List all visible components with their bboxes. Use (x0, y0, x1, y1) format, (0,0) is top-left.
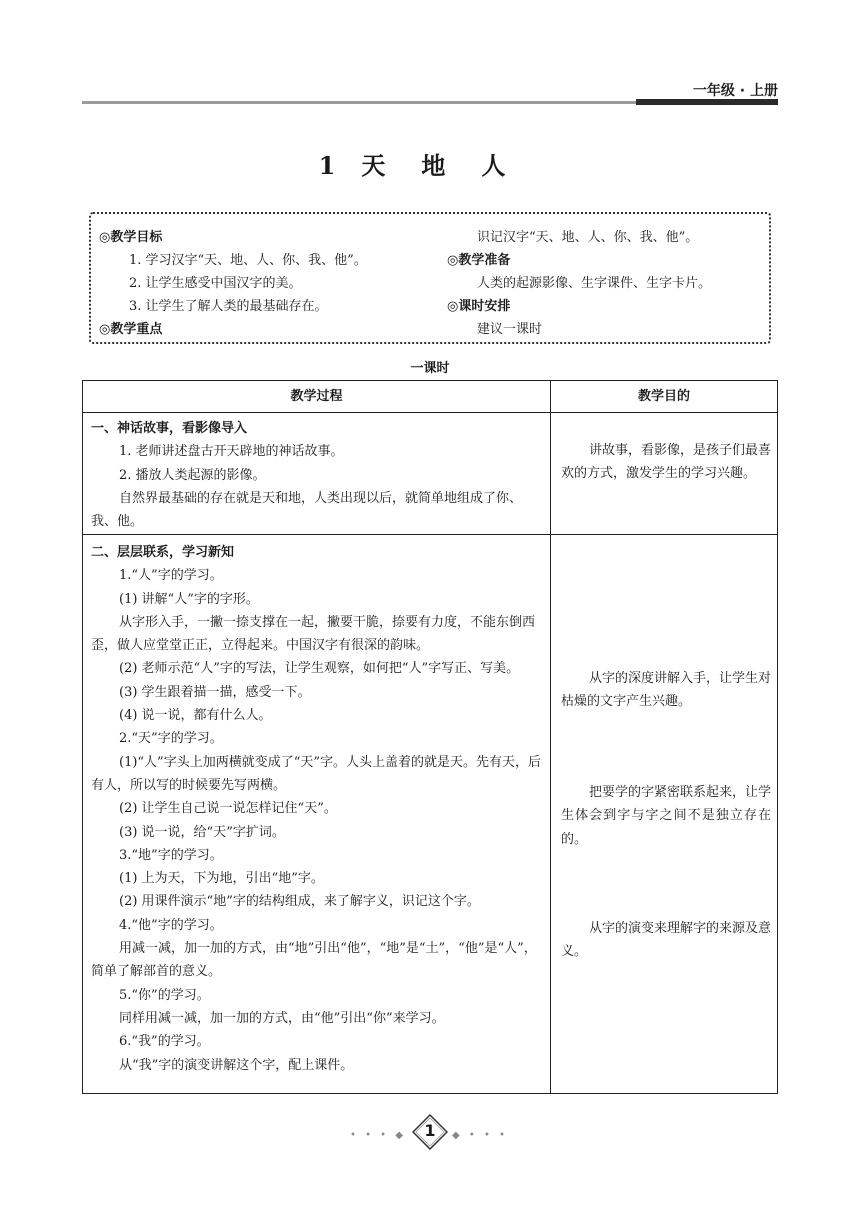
process-line: 2. 播放人类起源的影像。 (119, 467, 266, 483)
goal-item: 1. 学习汉字“天、地、人、你、我、他”。 (129, 253, 367, 268)
goal-item: 2. 让学生感受中国汉字的美。 (129, 276, 302, 291)
process-line: (1) 上为天，下为地，引出“地”字。 (119, 871, 324, 887)
lesson-info-box (89, 212, 771, 344)
process-line: (2) 用课件演示“地”字的结构组成，来了解字义，识记这个字。 (119, 894, 480, 910)
key-points-heading: ◎教学重点 (99, 322, 163, 337)
process-line: 自然界最基础的存在就是天和地，人类出现以后，就简单地组成了你、我、他。 (91, 490, 523, 530)
header-divider (83, 412, 777, 413)
section-divider (83, 534, 777, 535)
process-line: 2.“天”字的学习。 (119, 731, 223, 747)
process-line: (1) 讲解“人”字的字形。 (119, 591, 259, 607)
grade-label: 一年级 · 上册 (692, 83, 778, 99)
process-line: 从“我”字的演变讲解这个字，配上课件。 (119, 1057, 354, 1073)
process-line: (3) 说一说，给“天”字扩词。 (119, 824, 285, 840)
process-line: 1. 老师讲述盘古开天辟地的神话故事。 (119, 444, 344, 460)
section-2-purpose-1: 从字的深度讲解入手，让学生对枯燥的文字产生兴趣。 (561, 671, 772, 710)
process-line: 4.“他”字的学习。 (119, 917, 223, 933)
process-line: 从字形入手，一撇一捺支撑在一起，撇要干脆，捺要有力度，不能东倒西歪，做人应堂堂正正，立得起来。中国汉字有很深的韵味。 (91, 614, 536, 654)
purpose-column-header: 教学目的 (637, 389, 690, 404)
preparation-heading: ◎教学准备 (447, 253, 511, 268)
schedule-text: 建议一课时 (477, 322, 543, 337)
section-2-purpose-3: 从字的演变来理解字的来源及意义。 (561, 921, 772, 960)
lesson-number: 1 (318, 151, 336, 180)
info-left-column (99, 226, 449, 341)
goals-heading: ◎教学目标 (99, 230, 163, 245)
process-line: 5.“你”的学习。 (119, 987, 210, 1003)
page-number: 1 (424, 1121, 436, 1140)
info-right-column (447, 226, 765, 341)
section-2-process (91, 541, 543, 1077)
process-line: (4) 说一说，都有什么人。 (119, 708, 272, 724)
process-line: 同样用减一减，加一加的方式，由“他”引出“你”来学习。 (119, 1010, 445, 1026)
process-line: 1.“人”字的学习。 (119, 568, 223, 584)
section-2-heading: 二、层层联系，学习新知 (91, 545, 235, 560)
footer-dots-right: ◆ • • • (452, 1130, 508, 1141)
header-rule-accent (636, 99, 778, 105)
process-line: 3.“地”字的学习。 (119, 847, 223, 863)
session-label: 一课时 (410, 361, 450, 376)
lesson-name: 天地人 (361, 151, 542, 180)
lesson-title (0, 146, 860, 181)
section-1-process (91, 417, 543, 533)
section-1-heading: 一、神话故事，看影像导入 (91, 421, 248, 436)
schedule-heading: ◎课时安排 (447, 299, 511, 314)
key-points-text: 识记汉字“天、地、人、你、我、他”。 (477, 230, 699, 245)
process-line: (2) 让学生自己说一说怎样记住“天”。 (119, 801, 337, 817)
process-line: (2) 老师示范“人”字的写法，让学生观察，如何把“人”字写正、写美。 (119, 661, 520, 677)
process-line: (3) 学生跟着描一描，感受一下。 (119, 684, 311, 700)
column-divider (550, 381, 551, 1093)
footer-dots-left: • • • ◆ (350, 1130, 406, 1141)
process-line: (1)“人”字头上加两横就变成了“天”字。人头上盖着的就是天。先有天，后有人，所以写的时候要先写两横。 (91, 754, 541, 793)
process-column-header: 教学过程 (290, 389, 343, 404)
preparation-text: 人类的起源影像、生字课件、生字卡片。 (477, 276, 712, 291)
process-line: 6.“我”的学习。 (119, 1034, 210, 1050)
page-footer (340, 1110, 520, 1158)
lesson-plan-table (82, 380, 778, 1094)
process-line: 用减一减，加一加的方式，由“地”引出“他”，“地”是“土”，“他”是“人”，简单了解部首的意义。 (91, 941, 537, 980)
goal-item: 3. 让学生了解人类的最基础存在。 (129, 299, 328, 314)
section-2-purpose-2: 把要学的字紧密联系起来，让学生体会到字与字之间不是独立存在的。 (561, 785, 772, 847)
section-1-purpose: 讲故事，看影像，是孩子们最喜欢的方式，激发学生的学习兴趣。 (561, 443, 772, 482)
